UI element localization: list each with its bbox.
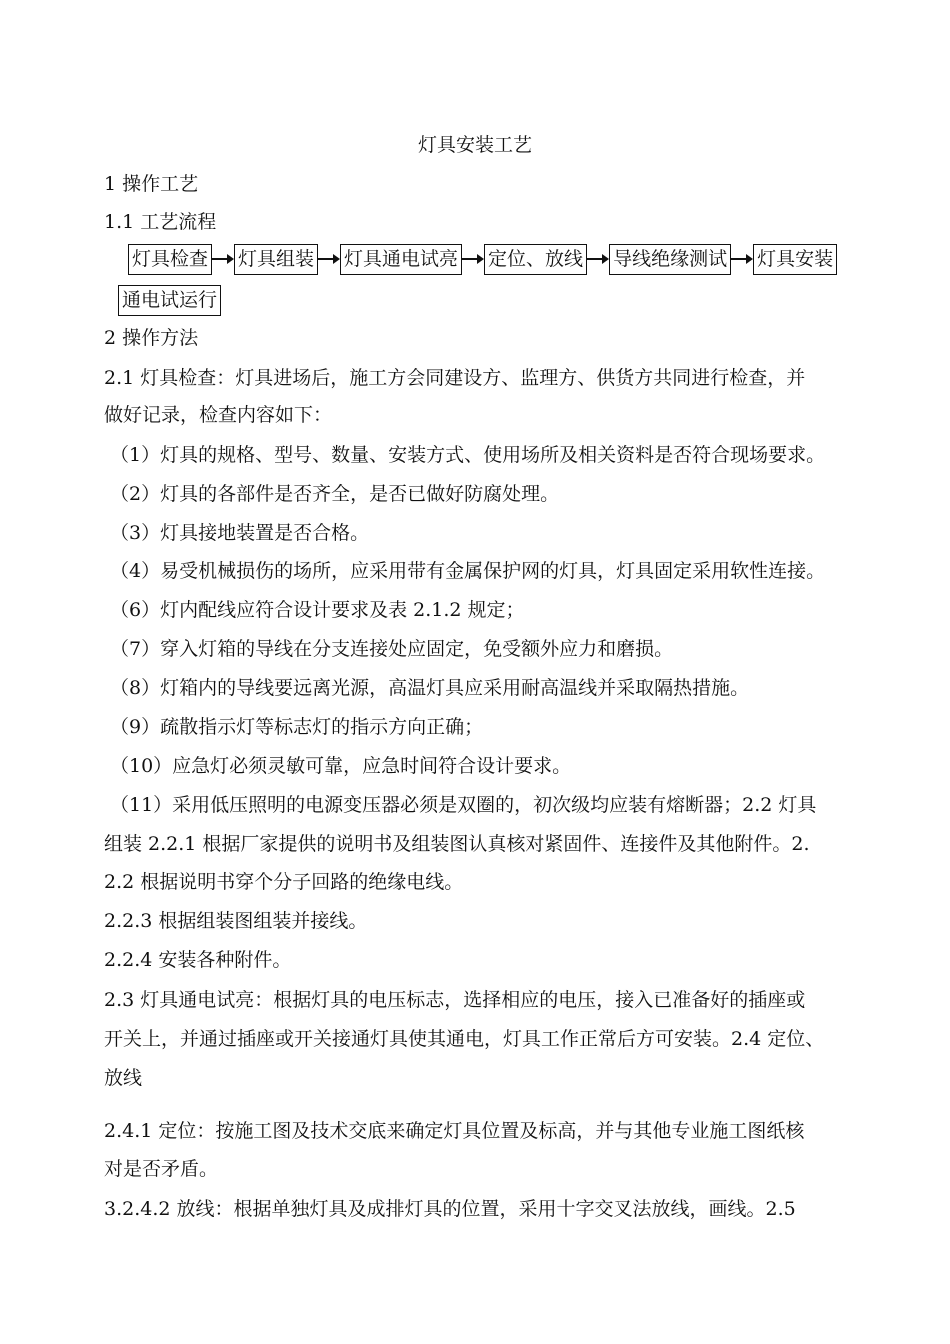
flow-step: 灯具组装 [234,244,318,275]
list-item: （8）灯箱内的导线要远离光源，高温灯具应采用耐高温线并采取隔热措施。 [110,677,750,699]
section-heading: 2 操作方法 [104,327,199,349]
arrow-right-icon [731,243,753,275]
list-item: （4）易受机械损伤的场所，应采用带有金属保护网的灯具，灯具固定采用软性连接。 [110,560,826,582]
paragraph-line: 2.2 根据说明书穿个分子回路的绝缘电线。 [104,871,464,893]
paragraph-line: 放线 [104,1067,143,1089]
list-item: （9）疏散指示灯等标志灯的指示方向正确； [110,716,484,738]
arrow-right-icon [318,243,340,275]
paragraph-line: 2.1 灯具检查：灯具进场后，施工方会同建设方、监理方、供货方共同进行检查，并 [104,367,806,389]
paragraph-line: 做好记录，检查内容如下： [104,404,333,426]
flow-step: 定位、放线 [484,244,587,275]
section-heading: 1 操作工艺 [104,173,199,195]
list-item: （10）应急灯必须灵敏可靠，应急时间符合设计要求。 [110,755,572,777]
list-item: （6）灯内配线应符合设计要求及表 2.1.2 规定； [110,599,525,621]
list-item: （2）灯具的各部件是否齐全，是否已做好防腐处理。 [110,483,560,505]
paragraph-line: 2.2.4 安装各种附件。 [104,949,292,971]
list-item: （3）灯具接地装置是否合格。 [110,522,370,544]
paragraph-line: 2.3 灯具通电试亮：根据灯具的电压标志，选择相应的电压，接入已准备好的插座或 [104,989,806,1011]
arrow-right-icon [587,243,609,275]
arrow-right-icon [212,243,234,275]
flow-step: 导线绝缘测试 [609,244,731,275]
paragraph-line: 开关上，并通过插座或开关接通灯具使其通电，灯具工作正常后方可安装。2.4 定位、 [104,1028,825,1050]
list-item: （11）采用低压照明的电源变压器必须是双圈的，初次级均应装有熔断器；2.2 灯具 [110,794,817,816]
flow-step: 灯具安装 [753,244,837,275]
process-flowchart-row2 [118,284,221,316]
flow-step: 灯具检查 [128,244,212,275]
subsection-heading: 1.1 工艺流程 [104,211,217,233]
paragraph-line: 2.4.1 定位：按施工图及技术交底来确定灯具位置及标高，并与其他专业施工图纸核 [104,1120,805,1142]
paragraph-line: 组装 2.2.1 根据厂家提供的说明书及组装图认真核对紧固件、连接件及其他附件。2. [104,833,810,855]
process-flowchart [128,243,837,275]
flow-step: 灯具通电试亮 [340,244,462,275]
paragraph-line: 3.2.4.2 放线：根据单独灯具及成排灯具的位置，采用十字交叉法放线，画线。2.5 [104,1198,796,1220]
paragraph-line: 2.2.3 根据组装图组装并接线。 [104,910,368,932]
list-item: （1）灯具的规格、型号、数量、安装方式、使用场所及相关资料是否符合现场要求。 [110,444,826,466]
document-title: 灯具安装工艺 [417,134,532,156]
arrow-right-icon [462,243,484,275]
paragraph-line: 对是否矛盾。 [104,1158,219,1180]
list-item: （7）穿入灯箱的导线在分支连接处应固定，免受额外应力和磨损。 [110,638,674,660]
flow-step: 通电试运行 [118,285,221,316]
